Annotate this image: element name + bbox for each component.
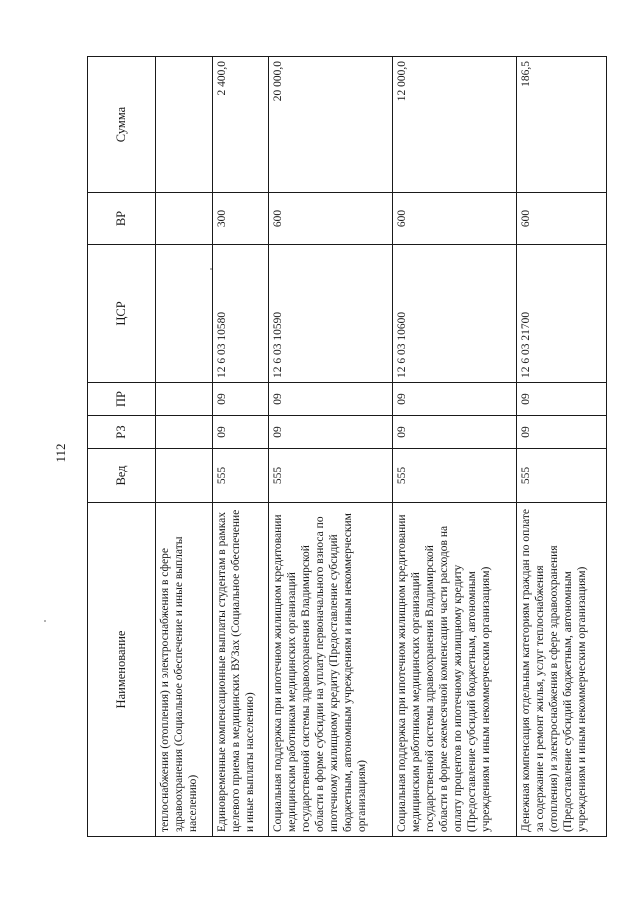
row-ved: 555	[516, 449, 606, 503]
row-csr	[156, 245, 213, 383]
row-vr	[156, 193, 213, 245]
column-header-csr: ЦСР	[88, 245, 156, 383]
row-sum: 12 000,0	[392, 57, 516, 193]
scan-speck	[44, 620, 46, 622]
row-rz: 09	[392, 416, 516, 449]
row-ved: 555	[269, 449, 393, 503]
column-header-ved: Вед	[88, 449, 156, 503]
row-sum: 2 400,0	[212, 57, 269, 193]
row-name: теплоснабжения (отопления) и электроснабжения в сфере здравоохранения (Социальное обеспечение и иные выплаты населению)	[156, 503, 213, 837]
column-header-vr: ВР	[88, 193, 156, 245]
table-row	[392, 57, 516, 837]
row-ved: 555	[392, 449, 516, 503]
row-name: Социальная поддержка при ипотечном жилищном кредитовании медицинским работникам медицинских организаций государственной системы здравоохранения Владимирской области в форме субсидии на уплату первоначального взноса по ипотечному жилищному кредиту (Предоставление субсидий бюджетным, автономным учреждениям и иным некоммерческим организациям)	[269, 503, 393, 837]
row-pr: 09	[269, 383, 393, 416]
table-row	[156, 57, 213, 837]
row-ved	[156, 449, 213, 503]
page-number: 112	[53, 443, 68, 463]
budget-table-container	[87, 57, 607, 837]
row-pr: 09	[392, 383, 516, 416]
row-rz: 09	[212, 416, 269, 449]
row-rz	[156, 416, 213, 449]
row-rz: 09	[516, 416, 606, 449]
row-pr	[156, 383, 213, 416]
budget-table	[87, 56, 607, 837]
row-sum	[156, 57, 213, 193]
table-row	[269, 57, 393, 837]
row-pr: 09	[212, 383, 269, 416]
row-name: Денежная компенсация отдельным категориям граждан по оплате за содержание и ремонт жилья, услуг теплоснабжения (отопления) и электроснабжения в сфере здравоохранения (Предоставление субсидий бюджетным, автономным учреждениям и иным некоммерческим организациям)	[516, 503, 606, 837]
budget-table-rotated	[87, 57, 607, 837]
row-csr: 12 6 03 10580	[212, 245, 269, 383]
row-vr: 300	[212, 193, 269, 245]
row-vr: 600	[392, 193, 516, 245]
row-csr: 12 6 03 21700	[516, 245, 606, 383]
column-header-name: Наименование	[88, 503, 156, 837]
column-header-rz: РЗ	[88, 416, 156, 449]
row-pr: 09	[516, 383, 606, 416]
column-header-sum: Сумма	[88, 57, 156, 193]
table-row	[516, 57, 606, 837]
row-name: Единовременные компенсационные выплаты студентам в рамках целевого приема в медицинских ВУЗах (Социальное обеспечение и иные выплаты населению)	[212, 503, 269, 837]
row-sum: 20 000,0	[269, 57, 393, 193]
row-csr: 12 6 03 10600	[392, 245, 516, 383]
row-vr: 600	[269, 193, 393, 245]
row-ved: 555	[212, 449, 269, 503]
row-sum: 186,5	[516, 57, 606, 193]
row-vr: 600	[516, 193, 606, 245]
row-rz: 09	[269, 416, 393, 449]
row-name: Социальная поддержка при ипотечном жилищном кредитовании медицинским работникам медицинских организаций государственной системы здравоохранения Владимирской области в форме ежемесячной компенсации части расходов на оплату процентов по ипотечному жилищному кредиту (Предоставление субсидий бюджетным, автономным учреждениям и иным некоммерческим организациям)	[392, 503, 516, 837]
table-header-row	[88, 57, 156, 837]
table-row	[212, 57, 269, 837]
column-header-pr: ПР	[88, 383, 156, 416]
row-csr: 12 6 03 10590	[269, 245, 393, 383]
